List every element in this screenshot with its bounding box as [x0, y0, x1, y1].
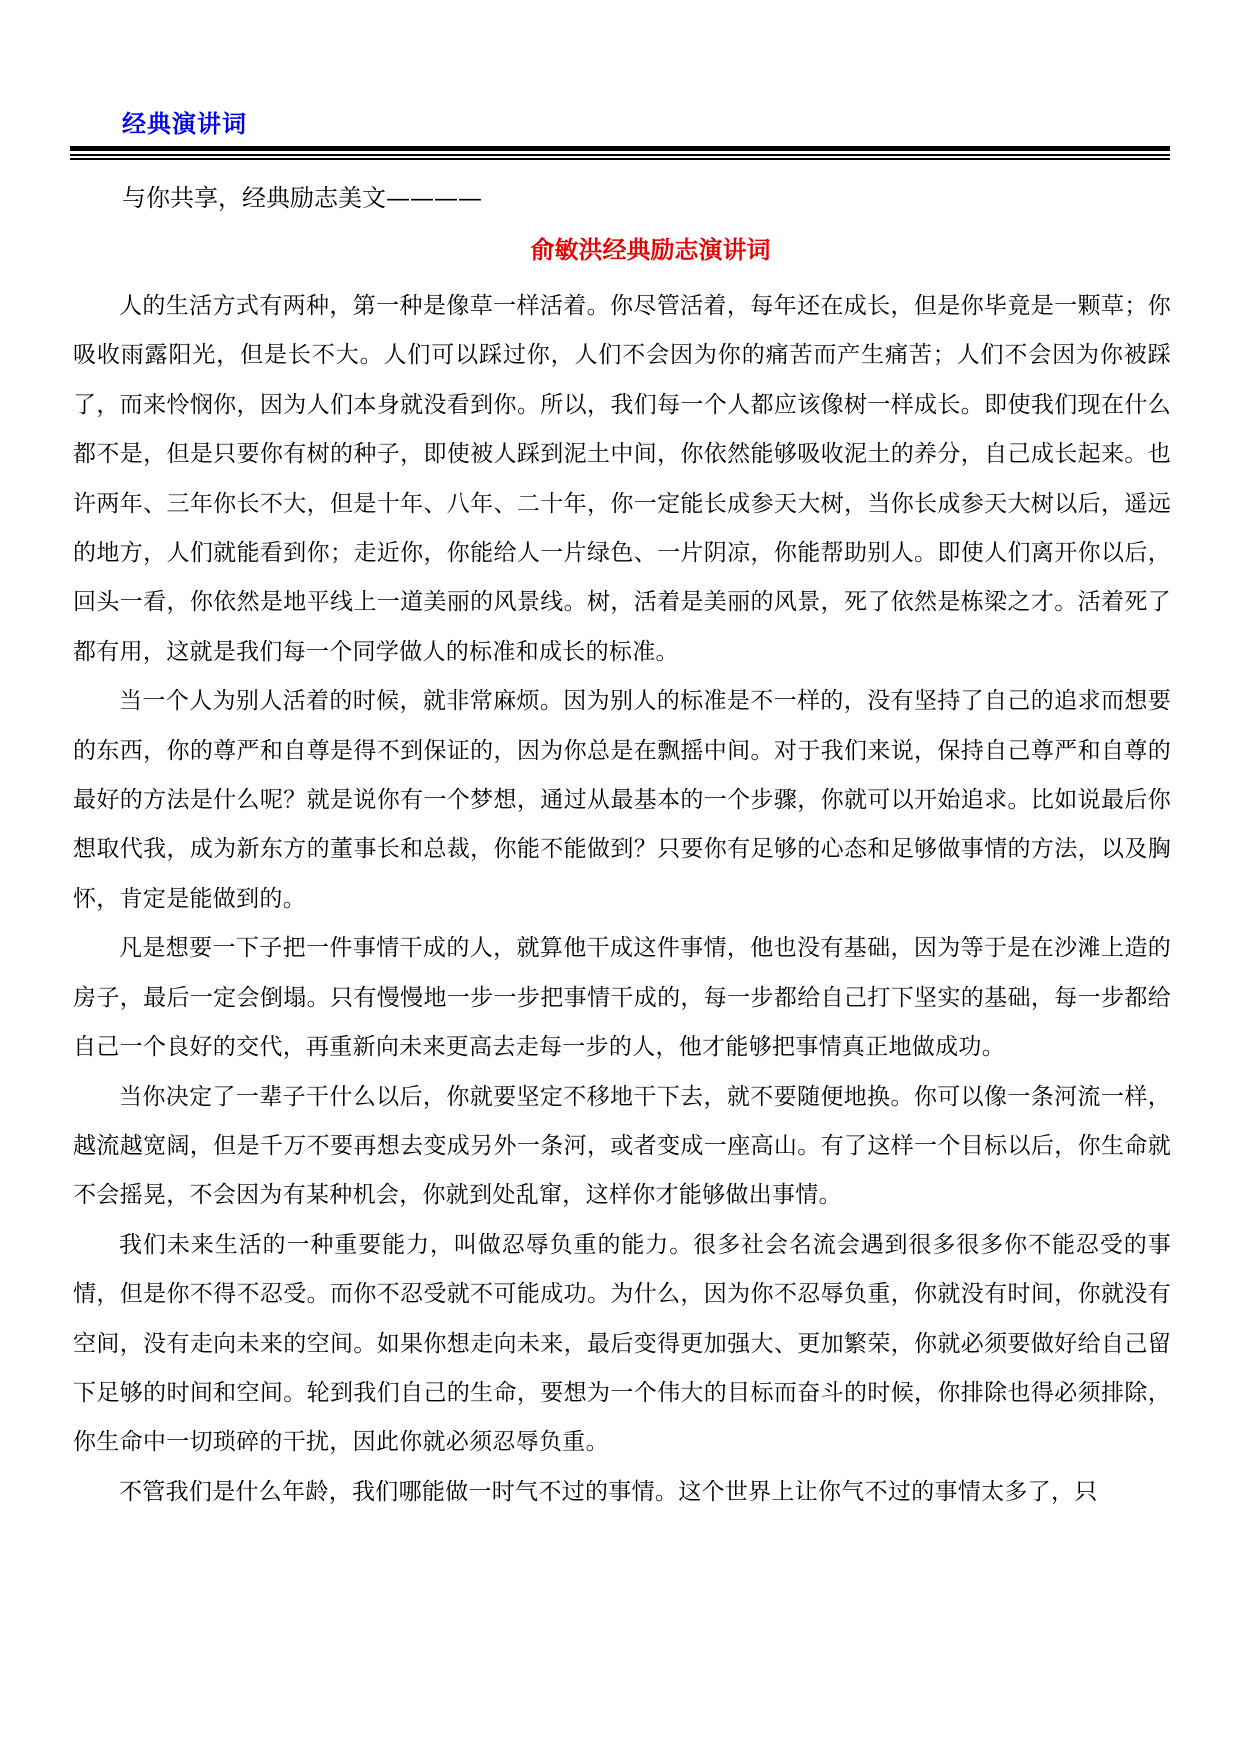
intro-line: 与你共享，经典励志美文————: [122, 184, 482, 212]
document-title: 俞敏洪经典励志演讲词: [530, 236, 771, 264]
header-rule-thin: [70, 154, 1170, 156]
document-body: [73, 282, 1171, 1517]
header-rule-thin: [70, 158, 1170, 160]
header-title: 经典演讲词: [122, 110, 247, 138]
paragraph: 我们未来生活的一种重要能力，叫做忍辱负重的能力。很多社会名流会遇到很多很多你不能忍受的事情，但是你不得不忍受。而你不忍受就不可能成功。为什么，因为你不忍辱负重，你就没有时间，你就没有空间，没有走向未来的空间。如果你想走向未来，最后变得更加强大、更加繁荣，你就必须要做好给自己留下足够的时间和空间。轮到我们自己的生命，要想为一个伟大的目标而奋斗的时候，你排除也得必须排除，你生命中一切琐碎的干扰，因此你就必须忍辱负重。: [73, 1231, 1171, 1456]
header-rule-thick: [70, 146, 1170, 151]
paragraph: 当一个人为别人活着的时候，就非常麻烦。因为别人的标准是不一样的，没有坚持了自己的追求而想要的东西，你的尊严和自尊是得不到保证的，因为你总是在飘摇中间。对于我们来说，保持自己尊严和自尊的最好的方法是什么呢？就是说你有一个梦想，通过从最基本的一个步骤，你就可以开始追求。比如说最后你想取代我，成为新东方的董事长和总裁，你能不能做到？只要你有足够的心态和足够做事情的方法，以及胸怀，肯定是能做到的。: [73, 688, 1171, 912]
paragraph: 凡是想要一下子把一件事情干成的人，就算他干成这件事情，他也没有基础，因为等于是在沙滩上造的房子，最后一定会倒塌。只有慢慢地一步一步把事情干成的，每一步都给自己打下坚实的基础，每一步都给自己一个良好的交代，再重新向未来更高去走每一步的人，他才能够把事情真正地做成功。: [73, 935, 1171, 1061]
paragraph: 当你决定了一辈子干什么以后，你就要坚定不移地干下去，就不要随便地换。你可以像一条河流一样，越流越宽阔，但是千万不要再想去变成另外一条河，或者变成一座高山。有了这样一个目标以后，你生命就不会摇晃，不会因为有某种机会，你就到处乱窜，这样你才能够做出事情。: [73, 1083, 1171, 1209]
paragraph: 不管我们是什么年龄，我们哪能做一时气不过的事情。这个世界上让你气不过的事情太多了，只: [119, 1478, 1098, 1505]
paragraph: 人的生活方式有两种，第一种是像草一样活着。你尽管活着，每年还在成长，但是你毕竟是一颗草；你吸收雨露阳光，但是长不大。人们可以踩过你，人们不会因为你的痛苦而产生痛苦；人们不会因为你被踩了，而来怜悯你，因为人们本身就没看到你。所以，我们每一个人都应该像树一样成长。即使我们现在什么都不是，但是只要你有树的种子，即使被人踩到泥土中间，你依然能够吸收泥土的养分，自己成长起来。也许两年、三年你长不大，但是十年、八年、二十年，你一定能长成参天大树，当你长成参天大树以后，遥远的地方，人们就能看到你；走近你，你能给人一片绿色、一片阴凉，你能帮助别人。即使人们离开你以后，回头一看，你依然是地平线上一道美丽的风景线。树，活着是美丽的风景，死了依然是栋梁之才。活着死了都有用，这就是我们每一个同学做人的标准和成长的标准。: [73, 293, 1171, 665]
